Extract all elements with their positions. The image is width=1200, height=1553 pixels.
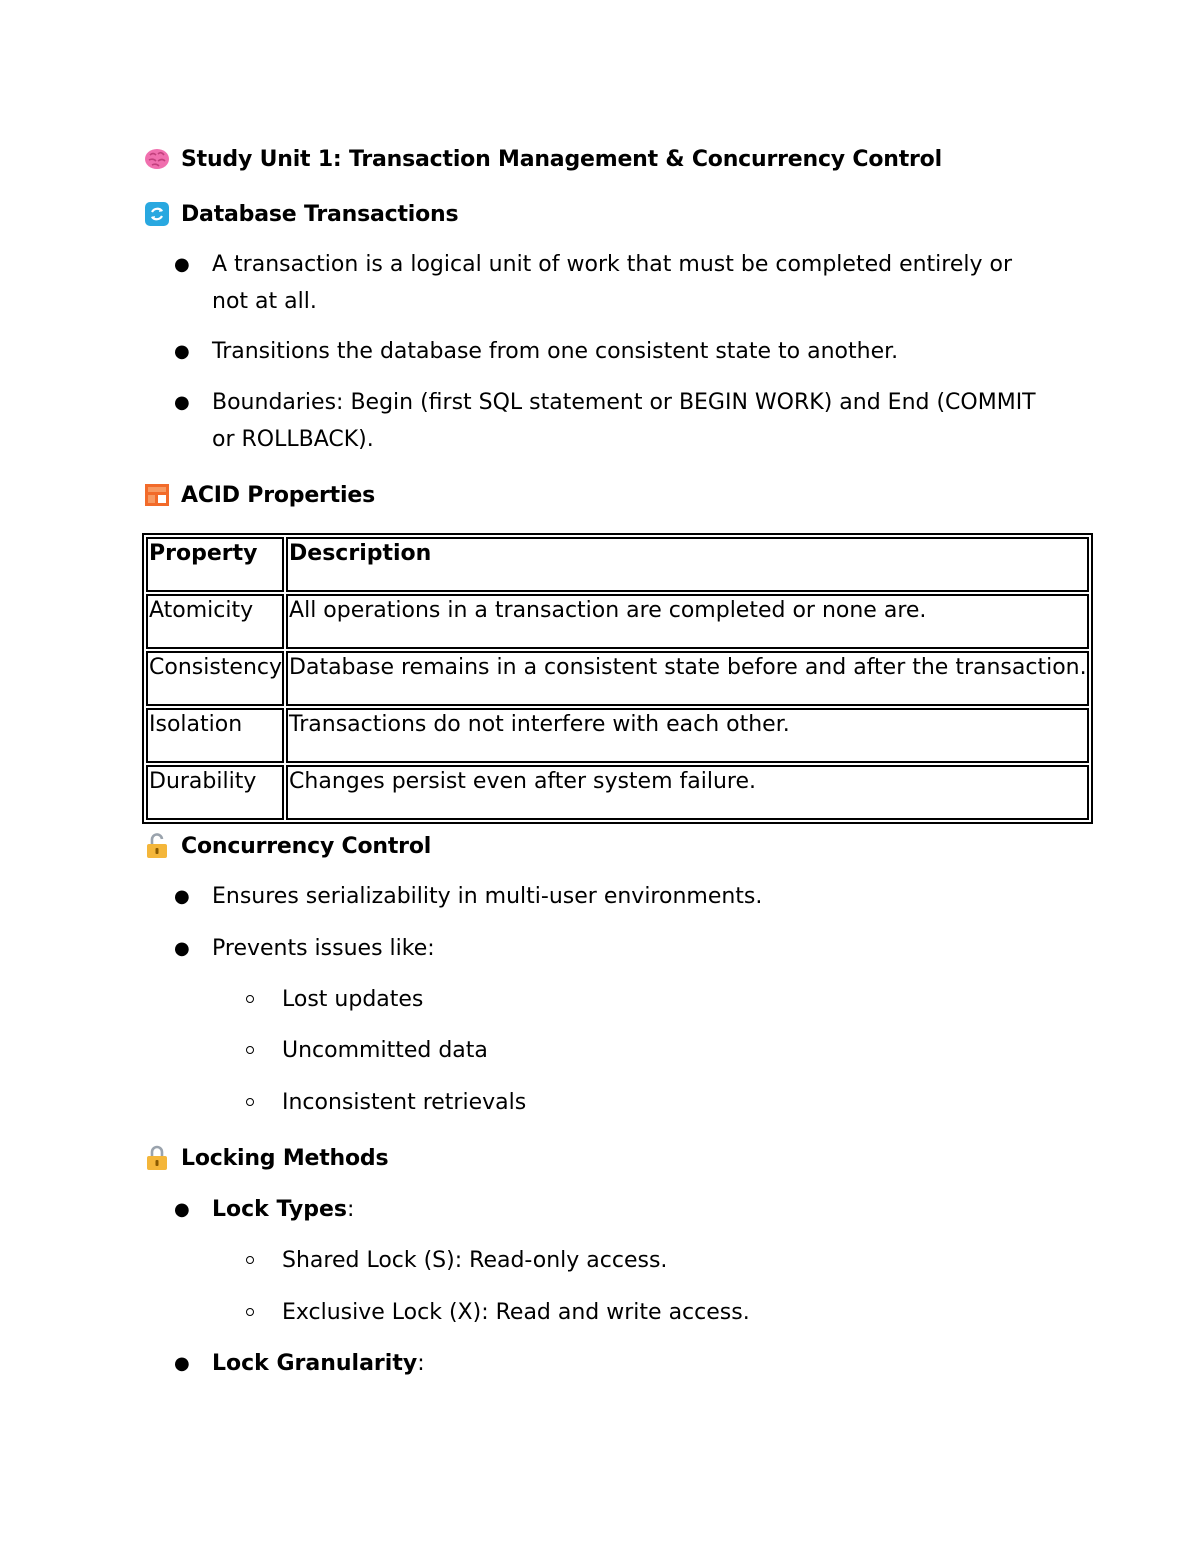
colon: : — [417, 1351, 425, 1376]
section-heading-label: Concurrency Control — [181, 833, 432, 859]
brain-icon — [144, 146, 170, 172]
list-item-text: A transaction is a logical unit of work that must be completed entirely or not at all. — [212, 252, 1013, 314]
section-heading-transactions — [144, 199, 458, 229]
table-cell-description: Database remains in a consistent state before and after the transaction. — [286, 651, 1089, 706]
sub-list-item-text: Lost updates — [282, 987, 424, 1012]
table-cell-description: Changes persist even after system failure. — [286, 765, 1089, 820]
lock-granularity-label: Lock Granularity — [212, 1351, 418, 1376]
cycle-arrows-icon — [144, 201, 170, 227]
bullet-dot: ● — [174, 341, 190, 362]
table-row — [146, 708, 1089, 763]
bullet-dot: ● — [174, 1199, 190, 1220]
list-item-text — [212, 1191, 1042, 1228]
section-heading-locking — [144, 1143, 388, 1173]
bullet-dot: ● — [174, 254, 190, 275]
table-header-cell: Property — [146, 537, 284, 592]
colon: : — [346, 1197, 355, 1222]
table-row — [146, 651, 1089, 706]
table-cell-property: Isolation — [146, 708, 284, 763]
section-heading-label: Locking Methods — [181, 1145, 389, 1171]
table-row — [146, 594, 1089, 649]
unlocked-padlock-icon — [144, 833, 170, 859]
table-cell-property: Atomicity — [146, 594, 284, 649]
table-cell-property: Durability — [146, 765, 284, 820]
sub-list-item-text: Uncommitted data — [282, 1038, 488, 1063]
sub-list-item-text: Shared Lock (S): Read-only access. — [282, 1248, 668, 1273]
section-heading-acid — [144, 480, 375, 510]
list-item-text — [212, 1345, 1042, 1382]
bullet-dot: ● — [174, 392, 190, 413]
table-header-row — [146, 537, 1089, 592]
sub-bullet-circle — [246, 995, 254, 1003]
table-cell-description: Transactions do not interfere with each other. — [286, 708, 1089, 763]
section-heading-label: Database Transactions — [181, 201, 459, 227]
page-title: Study Unit 1: Transaction Management & Concurrency Control — [181, 146, 942, 172]
building-blocks-icon — [144, 482, 170, 508]
sub-list-item-text: Exclusive Lock (X): Read and write access. — [282, 1300, 750, 1325]
table-row — [146, 765, 1089, 820]
bullet-dot: ● — [174, 886, 190, 907]
section-heading-label: ACID Properties — [181, 482, 375, 508]
sub-bullet-circle — [246, 1308, 254, 1316]
sub-bullet-circle — [246, 1046, 254, 1054]
table-cell-property: Consistency — [146, 651, 284, 706]
sub-list-item-text: Inconsistent retrievals — [282, 1090, 527, 1115]
bullet-dot: ● — [174, 1353, 190, 1374]
list-item-text: Ensures serializability in multi-user environments. — [212, 884, 763, 909]
list-item-text: Prevents issues like: — [212, 936, 435, 961]
table-cell-description: All operations in a transaction are completed or none are. — [286, 594, 1089, 649]
table-header-cell: Description — [286, 537, 1089, 592]
page-title-row — [144, 144, 942, 174]
lock-types-label: Lock Types — [212, 1197, 347, 1222]
acid-properties-table — [142, 533, 1093, 824]
locked-padlock-icon — [144, 1145, 170, 1171]
list-item-text: Boundaries: Begin (first SQL statement or BEGIN WORK) and End (COMMIT or ROLLBACK). — [212, 390, 1036, 452]
list-item-text: Transitions the database from one consistent state to another. — [212, 339, 899, 364]
section-heading-concurrency — [144, 831, 431, 861]
sub-bullet-circle — [246, 1098, 254, 1106]
sub-bullet-circle — [246, 1256, 254, 1264]
bullet-dot: ● — [174, 938, 190, 959]
